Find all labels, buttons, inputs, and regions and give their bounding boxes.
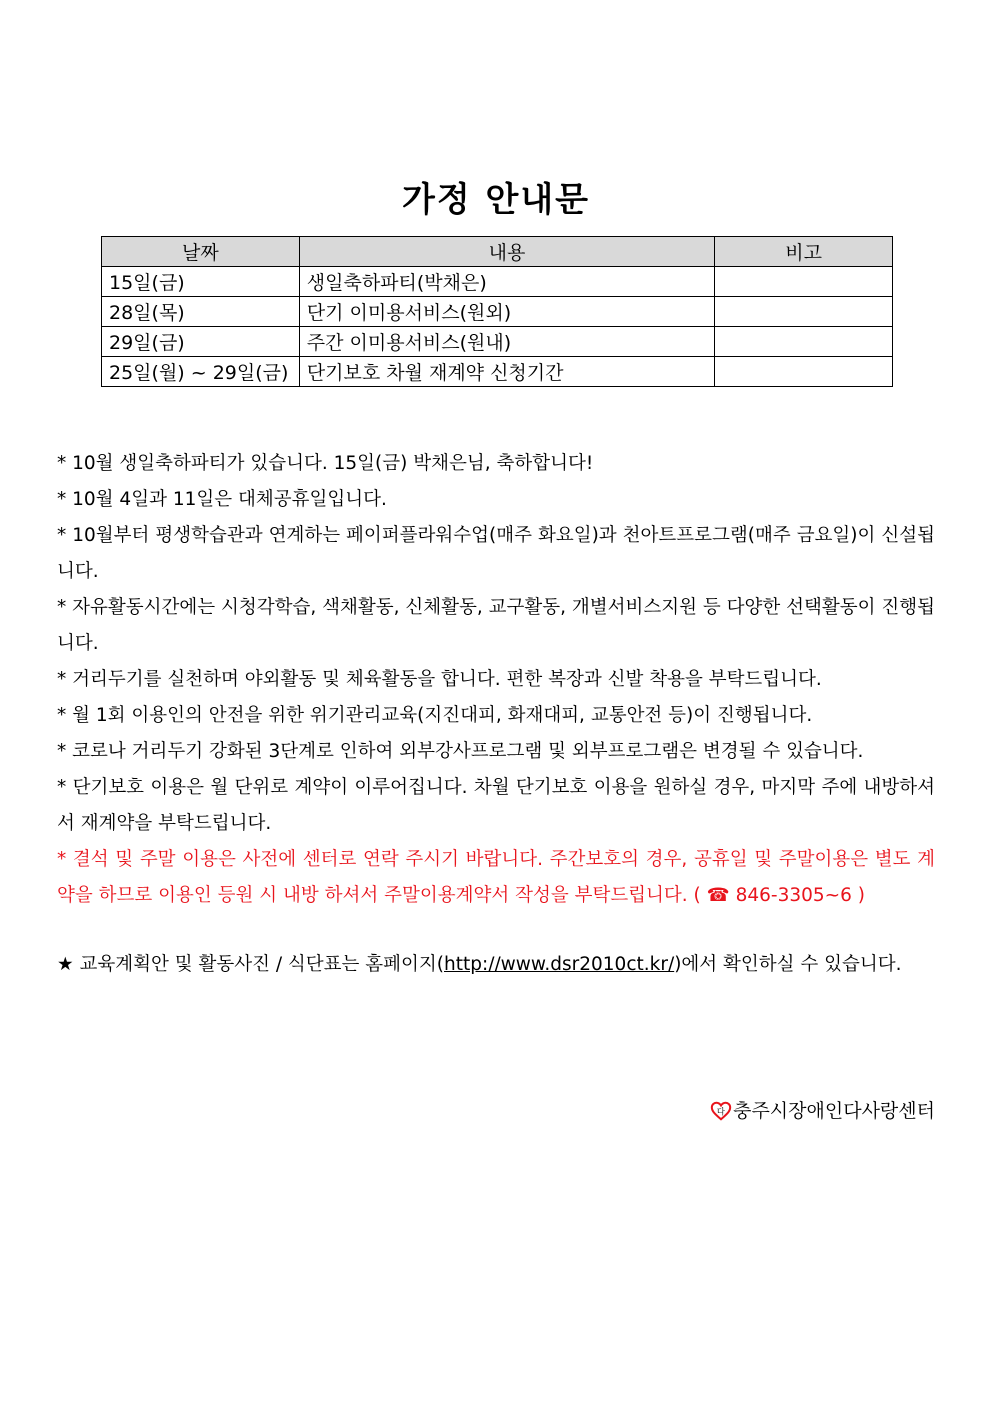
notice-item: * 단기보호 이용은 월 단위로 계약이 이루어집니다. 차월 단기보호 이용을 원하실 경우, 마지막 주에 내방하셔서 재계약을 부탁드립니다.	[57, 777, 935, 834]
footer-organization	[710, 1096, 935, 1126]
table-row	[102, 267, 893, 297]
heart-logo-icon	[710, 1100, 732, 1122]
header-date: 날짜	[102, 237, 300, 267]
cell-note	[715, 297, 893, 327]
homepage-prefix: ★ 교육계획안 및 활동사진 / 식단표는 홈페이지(	[57, 954, 444, 975]
header-note: 비고	[715, 237, 893, 267]
organization-name: 충주시장애인다사랑센터	[733, 1100, 935, 1122]
table-header-row	[102, 237, 893, 267]
cell-content: 생일축하파티(박채은)	[299, 267, 714, 297]
cell-content: 단기 이미용서비스(원외)	[299, 297, 714, 327]
schedule-table	[101, 236, 893, 387]
homepage-suffix: )에서 확인하실 수 있습니다.	[674, 954, 902, 975]
page-title: 가정 안내문	[401, 180, 591, 220]
notice-item: * 10월 4일과 11일은 대체공휴일입니다.	[57, 489, 387, 510]
table-row	[102, 357, 893, 387]
cell-date: 28일(목)	[102, 297, 300, 327]
cell-note	[715, 327, 893, 357]
notice-item-important: * 결석 및 주말 이용은 사전에 센터로 연락 주시기 바랍니다. 주간보호의 경우, 공휴일 및 주말이용은 별도 계약을 하므로 이용인 등원 시 내방 하셔서 주말이용계약서 작성을 부탁드립니다. ( ☎ 846-3305~6 )	[57, 849, 935, 906]
notice-item: * 10월 생일축하파티가 있습니다. 15일(금) 박채은님, 축하합니다!	[57, 453, 594, 474]
notice-item: * 10월부터 평생학습관과 연계하는 페이퍼플라워수업(매주 화요일)과 천아트프로그램(매주 금요일)이 신설됩니다.	[57, 525, 935, 582]
cell-date: 29일(금)	[102, 327, 300, 357]
header-content: 내용	[299, 237, 714, 267]
notice-item: * 코로나 거리두기 강화된 3단계로 인하여 외부강사프로그램 및 외부프로그램은 변경될 수 있습니다.	[57, 741, 864, 762]
notice-item: * 자유활동시간에는 시청각학습, 색채활동, 신체활동, 교구활동, 개별서비스지원 등 다양한 선택활동이 진행됩니다.	[57, 597, 935, 654]
notice-item: * 월 1회 이용인의 안전을 위한 위기관리교육(지진대피, 화재대피, 교통안전 등)이 진행됩니다.	[57, 705, 813, 726]
homepage-link[interactable]: http://www.dsr2010ct.kr/	[444, 954, 675, 975]
cell-note	[715, 357, 893, 387]
table-row	[102, 327, 893, 357]
notice-list	[57, 446, 935, 914]
homepage-notice	[57, 950, 902, 980]
cell-content: 주간 이미용서비스(원내)	[299, 327, 714, 357]
cell-content: 단기보호 차월 재계약 신청기간	[299, 357, 714, 387]
table-row	[102, 297, 893, 327]
logo-glyph: 다	[716, 1106, 725, 1117]
cell-note	[715, 267, 893, 297]
cell-date: 25일(월) ~ 29일(금)	[102, 357, 300, 387]
notice-item: * 거리두기를 실천하며 야외활동 및 체육활동을 합니다. 편한 복장과 신발 착용을 부탁드립니다.	[57, 669, 822, 690]
cell-date: 15일(금)	[102, 267, 300, 297]
